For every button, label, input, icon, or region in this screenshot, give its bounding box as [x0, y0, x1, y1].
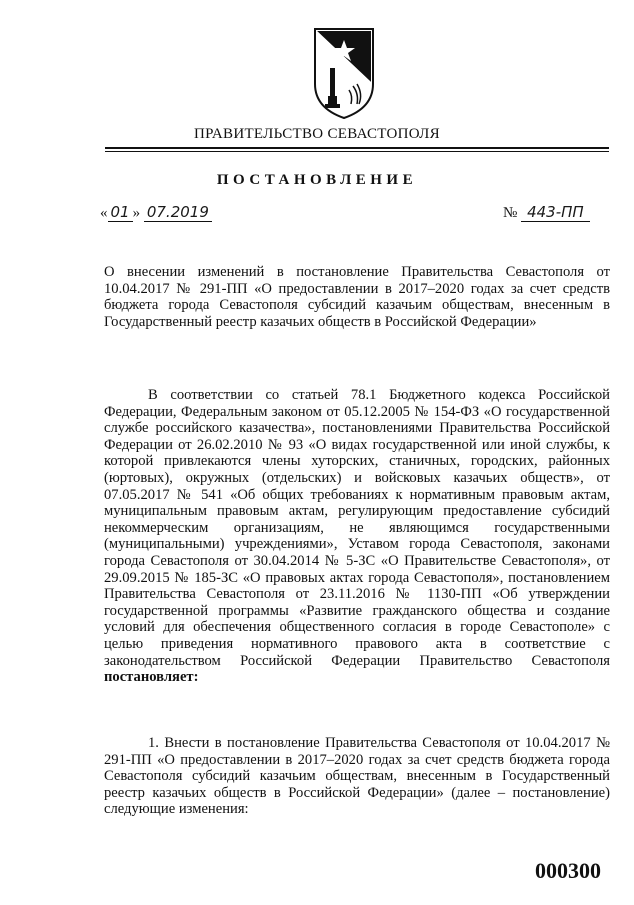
document-subject: О внесении изменений в постановление Правительства Севастополя от 10.04.2017 № 291-ПП «О предоставлении в 2017–2020 годах за счет средств бюджета города Севастополя субсидий казачьим обществам, внесенным в Государственный реестр казачьих обществ в Российской Федерации»	[104, 264, 610, 330]
document-number	[503, 203, 590, 222]
form-code: 000300	[535, 858, 601, 883]
number-sign: №	[503, 205, 518, 221]
header-rule-thick	[105, 147, 609, 149]
basis-paragraph	[104, 387, 610, 686]
document-type: ПОСТАНОВЛЕНИЕ	[216, 172, 418, 188]
document-date	[100, 203, 212, 222]
basis-text: В соответствии со статьей 78.1 Бюджетного кодекса Российской Федерации, Федеральным законом от 05.12.2005 № 154-ФЗ «О государственной службе российского казачества», постановлениями Правительства Российской Федерации от 26.02.2010 № 93 «О видах государственной или иной службы, к которой привлекаются члены хуторских, станичных, городских, районных (юртовых), окружных (отдельских) и войсковых казачьих обществ», от 07.05.2017 № 541 «Об общих требованиях к нормативным правовым актам, муниципальным правовым актам, регулирующим предоставление субсидий некоммерческим организациям, не являющимся государственными (муниципальными) учреждениями», Уставом города Севастополя, законами города Севастополя от 30.04.2014 № 5-ЗС «О Правительстве Севастополя», от 29.09.2015 № 185-ЗС «О правовых актах города Севастополя», постановлением Правительства Севастополя от 23.11.2016 № 1130-ПП «Об утверждении государственной программы «Развитие гражданского общества и создание условий для обеспечения общественного согласия в городе Севастополе» с целью приведения нормативного правового акта в соответствие с законодательством Российской Федерации Правительство Севастополя	[104, 387, 610, 669]
number-value: 443-ПП	[521, 203, 590, 222]
date-close-quote: »	[132, 205, 141, 221]
date-month-year: 07.2019	[144, 203, 212, 222]
date-open-quote: «	[100, 205, 108, 221]
date-day: 01	[108, 203, 133, 222]
item-1-paragraph: 1. Внести в постановление Правительства Севастополя от 10.04.2017 № 291-ПП «О предоставлении в 2017–2020 годах за счет средств бюджета города Севастополя субсидий казачьим обществам, внесенным в Государственный реестр казачьих обществ в Российской Федерации» (далее – постановление) следующие изменения:	[104, 735, 610, 818]
coat-of-arms-icon	[313, 26, 375, 120]
basis-verb: постановляет:	[104, 669, 199, 686]
header-rule-thin	[105, 151, 609, 152]
government-name: ПРАВИТЕЛЬСТВО СЕВАСТОПОЛЯ	[194, 126, 440, 142]
